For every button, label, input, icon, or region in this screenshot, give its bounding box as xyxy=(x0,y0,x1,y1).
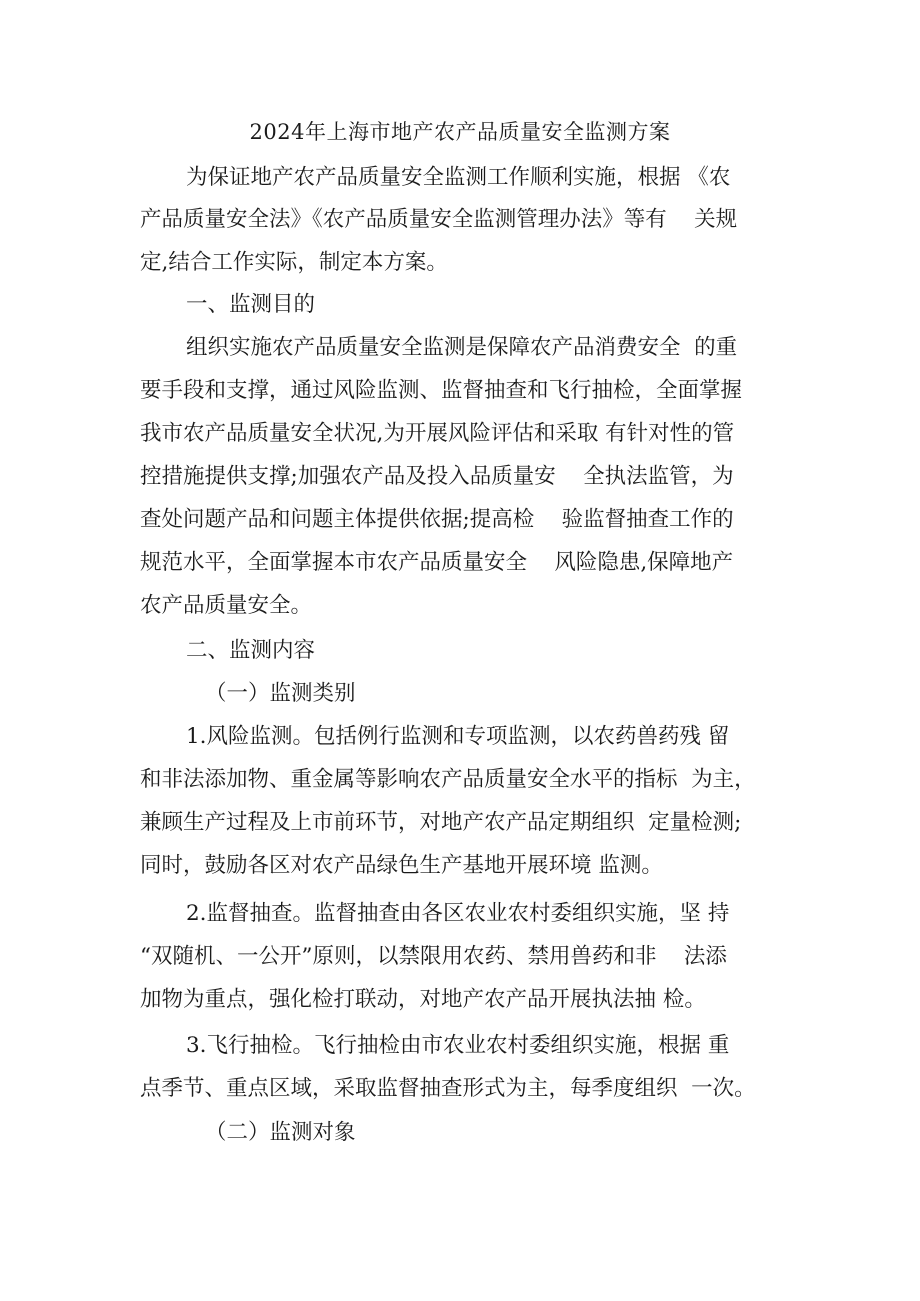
item2-line-2: “双随机、一公开”原则，以禁限用农药、禁用兽药和非 法添 xyxy=(140,944,727,969)
item1-line-2: 和非法添加物、重金属等影响农产品质量安全水平的指标 为主， xyxy=(140,767,756,792)
item2-line-1: 2.监督抽查。监督抽查由各区农业农村委组织实施，坚 持 xyxy=(186,901,730,926)
section1-line-5: 查处问题产品和问题主体提供依据;提高检 验监督抽查工作的 xyxy=(140,507,734,532)
section1-line-6: 规范水平，全面掌握本市农产品质量安全 风险隐患,保障地产 xyxy=(140,550,734,575)
section2-sub1-heading: （一）监测类别 xyxy=(205,681,356,706)
item1-line-3: 兼顾生产过程及上市前环节，对地产农产品定期组织 定量检测; xyxy=(140,810,742,835)
item2-line-3: 加物为重点，强化检打联动，对地产农产品开展执法抽 检。 xyxy=(140,987,706,1012)
intro-line-3: 定,结合工作实际，制定本方案。 xyxy=(140,250,448,275)
section1-line-2: 要手段和支撑，通过风险监测、监督抽查和飞行抽检，全面掌握 xyxy=(140,378,743,403)
section2-heading: 二、监测内容 xyxy=(186,638,316,663)
section1-line-1: 组织实施农产品质量安全监测是保障农产品消费安全 的重 xyxy=(186,335,738,360)
item1-line-4: 同时，鼓励各区对农产品绿色生产基地开展环境 监测。 xyxy=(140,853,663,878)
item1-line-1: 1.风险监测。包括例行监测和专项监测，以农药兽药残 留 xyxy=(186,724,730,749)
item3-line-2: 点季节、重点区域，采取监督抽查形式为主，每季度组织 一次。 xyxy=(140,1076,756,1101)
section1-line-4: 控措施提供支撑;加强农产品及投入品质量安 全执法监管，为 xyxy=(140,464,734,489)
section1-line-7: 农产品质量安全。 xyxy=(140,593,313,618)
document-title: 2024年上海市地产农产品质量安全监测方案 xyxy=(249,120,671,144)
intro-line-1: 为保证地产农产品质量安全监测工作顺利实施，根据 《农 xyxy=(186,165,731,190)
item3-line-1: 3.飞行抽检。飞行抽检由市农业农村委组织实施，根据 重 xyxy=(186,1033,730,1058)
intro-line-2: 产品质量安全法》《农产品质量安全监测管理办法》等有 关规 xyxy=(140,207,738,232)
section1-line-3: 我市农产品质量安全状况,为开展风险评估和采取 有针对性的管 xyxy=(140,421,735,446)
section1-heading: 一、监测目的 xyxy=(186,292,316,317)
section2-sub2-heading: （二）监测对象 xyxy=(205,1120,356,1145)
